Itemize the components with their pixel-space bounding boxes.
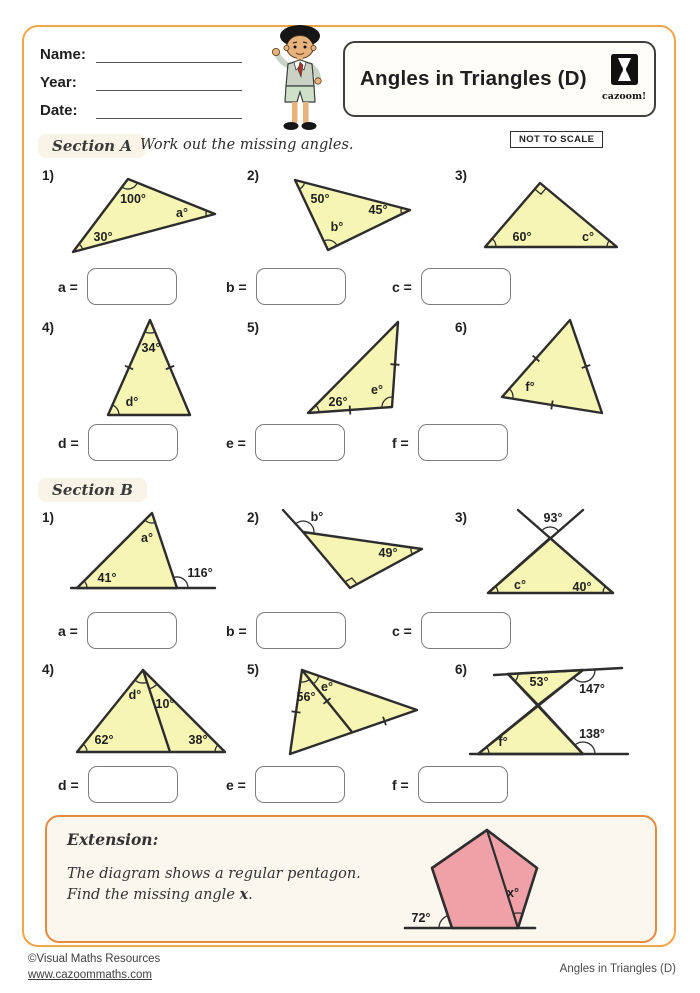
worksheet-title-box (343, 41, 656, 117)
answer-group-f (392, 766, 508, 803)
pentagon-diagram (395, 818, 645, 940)
angle-label: 49° (378, 546, 398, 560)
angle-label: b° (330, 220, 344, 234)
angle-label: 53° (529, 675, 549, 689)
answer-box-b[interactable] (256, 268, 346, 305)
angle-label: 56° (296, 690, 316, 704)
angle-label: 38° (188, 733, 208, 747)
triangle-diagram-b6 (450, 657, 670, 762)
answer-group-c (392, 612, 511, 649)
cazoom-logo (602, 54, 646, 102)
answer-box-e[interactable] (255, 766, 345, 803)
problem-number: 6) (455, 662, 468, 677)
answer-label: a = (58, 278, 78, 295)
angle-label: f° (498, 735, 508, 749)
year-label: Year: (40, 74, 77, 91)
name-label: Name: (40, 46, 86, 63)
answer-label: f = (392, 776, 409, 793)
angle-label: e° (321, 680, 333, 694)
triangle-diagram-b5 (240, 657, 440, 762)
angle-label: 62° (94, 733, 114, 747)
cazoom-logo-icon (611, 54, 638, 85)
answer-group-e (226, 766, 345, 803)
angle-label: 138° (579, 727, 605, 741)
side-tick (292, 711, 301, 712)
answer-box-b[interactable] (256, 612, 346, 649)
answer-box-a[interactable] (87, 268, 177, 305)
problem-number: 4) (42, 662, 55, 677)
instruction-text: Work out the missing angles. (140, 137, 354, 153)
answer-label: d = (58, 776, 79, 793)
angle-label: 30° (93, 230, 113, 244)
angle-label: 40° (572, 580, 592, 594)
problem-number: 1) (42, 510, 55, 525)
problem-number: 6) (455, 320, 468, 335)
angle-label: 60° (512, 230, 532, 244)
page-title: Angles in Triangles (D) (360, 67, 587, 90)
footer-credits (28, 952, 160, 983)
answer-box-a[interactable] (87, 612, 177, 649)
answer-label: b = (226, 622, 247, 639)
angle-label: c° (582, 230, 594, 244)
answer-label: f = (392, 434, 409, 451)
answer-group-d (58, 424, 178, 461)
triangle-diagram-b1 (35, 505, 235, 600)
cazoom-logo-text: cazoom! (602, 91, 647, 102)
section-a-label: Section A (38, 134, 146, 158)
answer-box-f[interactable] (418, 766, 508, 803)
problem-number: 3) (455, 510, 468, 525)
answer-group-f (392, 424, 508, 461)
triangle-diagram-a4 (35, 315, 235, 420)
angle-label: 100° (120, 192, 146, 206)
angle-label: 93° (543, 511, 563, 525)
answer-group-a (58, 612, 177, 649)
answer-label: c = (392, 278, 412, 295)
triangle-diagram-b4 (35, 657, 235, 762)
triangle-shape (295, 180, 410, 250)
angle-label: e° (371, 383, 383, 397)
triangle-diagram-a3 (450, 167, 670, 262)
footer-worksheet-name: Angles in Triangles (D) (559, 963, 676, 975)
angle-label: b° (310, 510, 324, 524)
problem-number: 3) (455, 168, 468, 183)
angle-label: 45° (368, 203, 388, 217)
extension-text-line1: The diagram shows a regular pentagon. (67, 866, 361, 882)
year-field (40, 73, 242, 91)
date-field (40, 101, 242, 119)
student-illustration (268, 22, 332, 134)
angle-label: a° (141, 531, 153, 545)
problem-number: 2) (247, 510, 260, 525)
answer-box-c[interactable] (421, 612, 511, 649)
side-tick (350, 406, 351, 415)
answer-box-e[interactable] (255, 424, 345, 461)
extension-text-line2: Find the missing angle x. (67, 886, 253, 903)
triangle-shape (108, 320, 190, 415)
copyright-text: ©Visual Maths Resources (28, 953, 161, 965)
triangle-diagram-b2 (240, 505, 440, 600)
answer-box-c[interactable] (421, 268, 511, 305)
triangle-shape (488, 538, 613, 593)
answer-group-e (226, 424, 345, 461)
problem-number: 4) (42, 320, 55, 335)
problem-number: 5) (247, 662, 260, 677)
answer-box-f[interactable] (418, 424, 508, 461)
triangle-diagram-a6 (450, 315, 670, 420)
answer-group-a (58, 268, 177, 305)
angle-label: d° (128, 688, 142, 702)
triangle-shape (77, 513, 177, 588)
triangle-diagram-a5 (240, 315, 440, 420)
angle-label: 72° (411, 911, 431, 925)
not-to-scale-badge: NOT TO SCALE (510, 131, 603, 148)
triangle-shape (303, 532, 422, 588)
problem-number: 1) (42, 168, 55, 183)
answer-group-c (392, 268, 511, 305)
year-input-line[interactable] (96, 73, 242, 91)
answer-label: c = (392, 622, 412, 639)
triangle-diagram-a2 (240, 167, 440, 262)
answer-label: b = (226, 278, 247, 295)
triangle-diagram-a1 (35, 167, 235, 262)
side-tick (391, 364, 400, 365)
problem-number: 2) (247, 168, 260, 183)
name-input-line[interactable] (96, 45, 242, 63)
triangle-shape (290, 670, 417, 754)
problem-number: 5) (247, 320, 260, 335)
angle-label: c° (514, 578, 526, 592)
angle-label: f° (525, 380, 535, 394)
angle-label: d° (125, 395, 139, 409)
answer-group-b (226, 612, 346, 649)
angle-label: 34° (141, 341, 161, 355)
angle-label: a° (176, 206, 188, 220)
triangle-diagram-b3 (450, 505, 670, 600)
angle-label: 116° (187, 566, 213, 580)
answer-label: d = (58, 434, 79, 451)
angle-label: 147° (579, 682, 605, 696)
angle-label: 10° (155, 697, 175, 711)
triangle-shape (485, 183, 617, 247)
answer-box-d[interactable] (88, 424, 178, 461)
angle-label: 41° (97, 571, 117, 585)
angle-label: 50° (310, 192, 330, 206)
answer-label: e = (226, 776, 246, 793)
answer-label: e = (226, 434, 246, 451)
answer-group-b (226, 268, 346, 305)
angle-label: 26° (328, 395, 348, 409)
answer-box-d[interactable] (88, 766, 178, 803)
triangle-shape (308, 322, 398, 413)
answer-group-d (58, 766, 178, 803)
website-link[interactable]: www.cazoommaths.com (28, 968, 152, 981)
extension-title: Extension: (67, 830, 159, 849)
name-field (40, 45, 242, 63)
angle-label: x° (507, 886, 519, 900)
answer-label: a = (58, 622, 78, 639)
section-b-label: Section B (38, 478, 147, 502)
date-input-line[interactable] (96, 101, 242, 119)
date-label: Date: (40, 102, 78, 119)
